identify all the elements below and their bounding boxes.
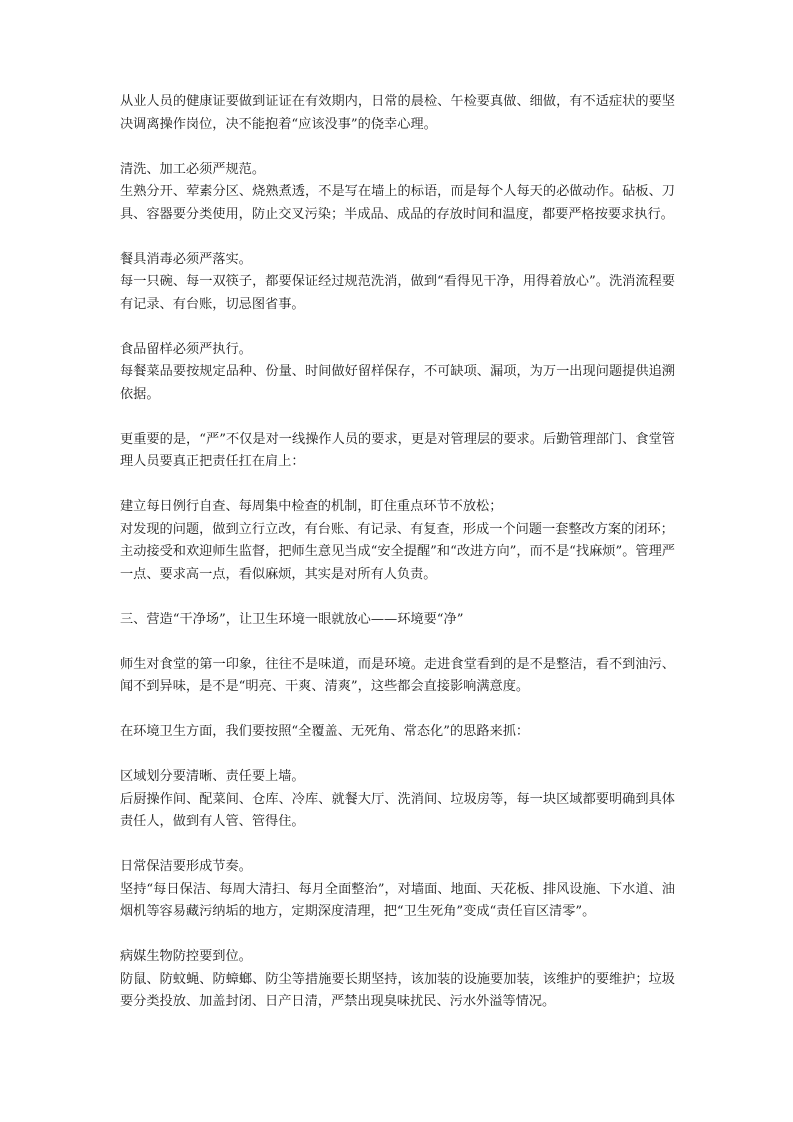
paragraph: 坚持“每日保洁、每周大清扫、每月全面整治”，对墙面、地面、天花板、排风设施、下水道、油烟机等容易藏污纳垢的地方，定期深度清理，把“卫生死角”变成“责任盲区清零”。: [120, 881, 675, 919]
paragraph: 每一只碗、每一双筷子，都要保证经过规范洗消，做到“看得见干净，用得着放心”。洗消流程要有记录、有台账，切忌图省事。: [120, 274, 675, 312]
paragraph-gap: [120, 226, 675, 249]
paragraph: 主动接受和欢迎师生监督，把师生意见当成“安全提醒”和“改进方向”，而不是“找麻烦”。管理严一点、要求高一点，看似麻烦，其实是对所有人负责。: [120, 544, 675, 582]
text-block: [120, 766, 675, 834]
paragraph: 防鼠、防蚊蝇、防蟑螂、防尘等措施要长期坚持，该加装的设施要加装，该维护的要维护；垃圾要分类投放、加盖封闭、日产日清，严禁出现臭味扰民、污水外溢等情况。: [120, 971, 675, 1009]
paragraph-gap: [120, 834, 675, 857]
paragraph-gap: [120, 406, 675, 429]
paragraph-gap: [120, 586, 675, 609]
paragraph: 生熟分开、荤素分区、烧熟煮透，不是写在墙上的标语，而是每个人每天的必做动作。砧板、刀具、容器要分类使用，防止交叉污染；半成品、成品的存放时间和温度，都要严格按要求执行。: [120, 184, 675, 222]
text-block: [120, 654, 675, 699]
paragraph-gap: [120, 631, 675, 654]
section-heading: 食品留样必须严执行。: [120, 341, 252, 357]
paragraph: 三、营造“干净场”，让卫生环境一眼就放心——环境要“净”: [120, 611, 464, 627]
text-block: [120, 721, 675, 744]
text-block: [120, 856, 675, 924]
text-block: [120, 339, 675, 407]
text-block: [120, 429, 675, 474]
paragraph-gap: [120, 924, 675, 947]
paragraph: 后厨操作间、配菜间、仓库、冷库、就餐大厅、洗消间、垃圾房等，每一块区域都要明确到具体责任人，做到有人管、管得住。: [120, 791, 675, 829]
paragraph-gap: [120, 744, 675, 767]
text-block: [120, 496, 675, 586]
paragraph: 在环境卫生方面，我们要按照“全覆盖、无死角、常态化”的思路来抓：: [120, 724, 530, 739]
paragraph: 更重要的是，“严”不仅是对一线操作人员的要求，更是对管理层的要求。后勤管理部门、食堂管理人员要真正把责任扛在肩上：: [120, 431, 675, 469]
section-heading: 建立每日例行自查、每周集中检查的机制，盯住重点环节不放松；: [120, 499, 503, 514]
paragraph: 师生对食堂的第一印象，往往不是味道，而是环境。走进食堂看到的是不是整洁，看不到油污、闻不到异味，是不是“明亮、干爽、清爽”，这些都会直接影响满意度。: [120, 656, 675, 694]
paragraph-gap: [120, 699, 675, 722]
paragraph: 对发现的问题，做到立行立改，有台账、有记录、有复查，形成一个问题一套整改方案的闭环；: [120, 521, 674, 537]
paragraph-gap: [120, 136, 675, 159]
text-block: [120, 609, 675, 632]
paragraph: 每餐菜品要按规定品种、份量、时间做好留样保存，不可缺项、漏项，为万一出现问题提供追溯依据。: [120, 364, 675, 402]
section-heading: 餐具消毒必须严落实。: [120, 251, 252, 267]
section-heading: 清洗、加工必须严规范。: [120, 161, 266, 177]
section-heading: 病媒生物防控要到位。: [120, 949, 252, 964]
paragraph-gap: [120, 316, 675, 339]
section-heading: 日常保洁要形成节奏。: [120, 859, 252, 874]
text-block: [120, 91, 675, 136]
document-page: [120, 91, 675, 1014]
paragraph-gap: [120, 474, 675, 497]
section-heading: 区域划分要清晰、责任要上墙。: [120, 769, 305, 784]
text-block: [120, 946, 675, 1014]
paragraph: 从业人员的健康证要做到证证在有效期内，日常的晨检、午检要真做、细做，有不适症状的要坚决调离操作岗位，决不能抱着“应该没事”的侥幸心理。: [120, 94, 675, 132]
text-block: [120, 159, 675, 227]
text-block: [120, 249, 675, 317]
